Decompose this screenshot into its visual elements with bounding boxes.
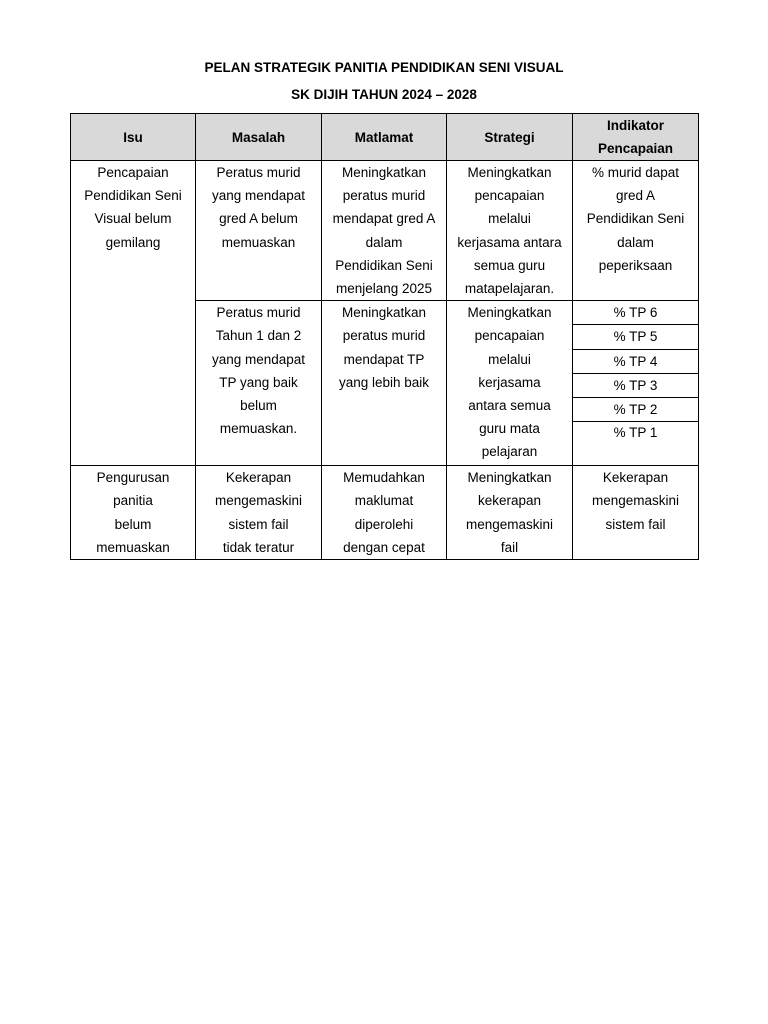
- cell-isu-2: Pengurusan panitia belum memuaskan: [71, 466, 196, 560]
- cell-matlamat-2: Memudahkan maklumat diperolehi dengan cepat: [322, 466, 447, 560]
- table-row: [71, 161, 699, 301]
- cell-strategi-1b: Meningkatkan pencapaian melalui kerjasama antara semua guru mata pelajaran: [447, 301, 573, 466]
- cell-matlamat-1b: Meningkatkan peratus murid mendapat TP yang lebih baik: [322, 301, 447, 466]
- cell-tp5: % TP 5: [573, 325, 699, 349]
- document-title: PELAN STRATEGIK PANITIA PENDIDIKAN SENI VISUAL: [204, 60, 564, 75]
- cell-tp4: % TP 4: [573, 349, 699, 373]
- cell-tp1: % TP 1: [573, 422, 699, 466]
- cell-tp2: % TP 2: [573, 398, 699, 422]
- document-subtitle: SK DIJIH TAHUN 2024 – 2028: [291, 87, 477, 102]
- cell-indikator-2: Kekerapan mengemaskini sistem fail: [573, 466, 699, 560]
- header-matlamat: Matlamat: [322, 114, 447, 161]
- header-strategi: Strategi: [447, 114, 573, 161]
- cell-strategi-1a: Meningkatkan pencapaian melalui kerjasama antara semua guru matapelajaran.: [447, 161, 573, 301]
- header-masalah: Masalah: [196, 114, 322, 161]
- cell-masalah-2: Kekerapan mengemaskini sistem fail tidak teratur: [196, 466, 322, 560]
- cell-masalah-1a: Peratus murid yang mendapat gred A belum memuaskan: [196, 161, 322, 301]
- cell-isu-1: Pencapaian Pendidikan Seni Visual belum gemilang: [71, 161, 196, 466]
- cell-tp3: % TP 3: [573, 373, 699, 397]
- table-row: [71, 466, 699, 560]
- header-indikator: Indikator Pencapaian: [573, 114, 699, 161]
- cell-strategi-2: Meningkatkan kekerapan mengemaskini fail: [447, 466, 573, 560]
- cell-tp6: % TP 6: [573, 301, 699, 325]
- header-isu: Isu: [71, 114, 196, 161]
- cell-indikator-1a: % murid dapat gred A Pendidikan Seni dalam peperiksaan: [573, 161, 699, 301]
- cell-matlamat-1a: Meningkatkan peratus murid mendapat gred A dalam Pendidikan Seni menjelang 2025: [322, 161, 447, 301]
- table-header-row: [71, 114, 699, 161]
- strategic-plan-table: [70, 113, 699, 560]
- cell-masalah-1b: Peratus murid Tahun 1 dan 2 yang mendapat TP yang baik belum memuaskan.: [196, 301, 322, 466]
